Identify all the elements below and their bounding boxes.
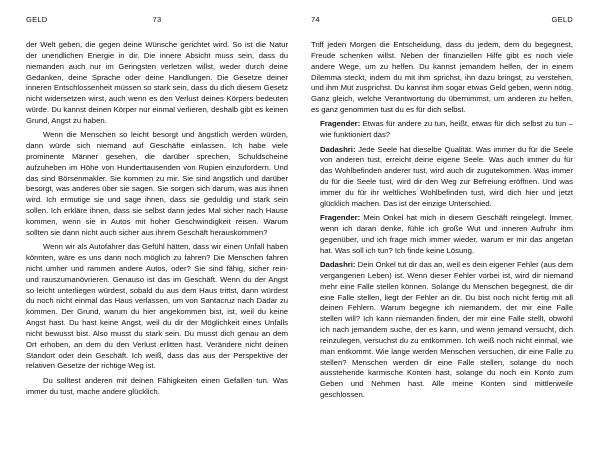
paragraph: Wenn die Menschen so leicht besorgt und ängstlich werden würden, dann würde sich niemand auf Geschäfte einlassen. Ich habe viele prominente Männer gesehen, die darüber sprechen, Schuldscheine aufzuheben im Höhe von Hunderttausenden von Rupien einzufordern. Und das sind Börsenmakler. Sie kommen zu mir. Sie sind ängstlich und darüber besorgt, was anderes über sie sagen. Sie sorgen sich darum, was aus ihnen wird. Ich ermutige sie und sage ihnen, dass sie geduldig und stark sein sollen. Ich erkläre ihnen, dass sie selbst dann jedes Mal sicher nach Hause kommen, wenn sie in Autos mit hoher Geschwindigkeit reisen. Warum sollten sie dann nicht auch sicher aus ihrem Geschäft herauskommen? [26, 130, 288, 237]
dialogue-entry [311, 119, 573, 141]
dialogue-text: Etwas für andere zu tun, heißt, etwas für dich selbst zu tun – wie funktioniert das? [320, 119, 574, 140]
left-page-body [26, 40, 288, 401]
dialogue-entry [311, 213, 573, 256]
paragraph: der Welt geben, die gegen deine Wünsche gerichtet wird. So ist die Natur der unendlichen Energie in dir. Die innere Absicht muss sein, dass du niemanden auch nur im Geringsten verletzen willst, weder durch deine Gedanken, deine Sprache oder deine Handlungen. Die Gesetze deiner inneren Entschlossenheit müssen so stark sein, dass du dich diesem Gesetz nicht widersetzen wirst, auch wenn es den Verlust deines Körpers bedeuten würde. Du kannst deinen Körper nur einmal verlieren, deshalb gibt es keinen Grund, Angst zu haben. [26, 40, 288, 125]
paragraph: Triff jeden Morgen die Entscheidung, dass du jedem, dem du begegnest, Freude schenken willst. Neben der finanziellen Hilfe gibt es noch viele andere Wege, um zu helfen. Du kannst jemandem helfen, der in einem Dilemma steckt, indem du mit ihm sprichst, ihn dazu bringst, zu verstehen, und ihm Mut zusprichst. Du kannst ihm sogar etwas Geld geben, wenn nötig. Ganz gleich, welche Verantwortung du übernimmst, um anderen zu helfen, es ganz genommen tust du es für dich selbst. [311, 40, 573, 115]
page-number: 74 [311, 15, 320, 24]
right-page [311, 0, 573, 465]
running-title: GELD [551, 15, 573, 24]
dialogue-text: Jede Seele hat dieselbe Qualität. Was immer du für die Seele von anderen tust, erreicht deine eigene Seele. Was auch immer du für das Wohlbefinden anderer tust, wird auch dir zugutekommen. Was immer du für die Seele tust, wird dir den Weg zur Befreiung eröffnen. Und was immer du für ihr weltliches Wohlbefinden tust, wird dich hier und jetzt glücklich machen. Das ist der einzige Unterschied. [320, 144, 573, 208]
right-page-header [311, 15, 573, 27]
paragraph: Wenn wir als Autofahrer das Gefühl hätten, dass wir einen Unfall haben könnten, wäre es uns dann noch möglich zu fahren? Die Menschen fahren nicht umher und rammen andere Autos, oder? Sie sind fähig, sicher rein- und rauszumanövrieren. Genauso ist das im Geschäft. Wenn du der Angst so leicht unterliegen würdest, sobald du aus dem Haus trittst, dann würdest du noch nicht einmal das Haus verlassen, um von Santacruz nach Dadar zu kommen. Der Grund, warum du hier angekommen bist, ist, weil du keine Angst hast. Du hast keine Angst, weil du dir der Möglichkeit eines Unfalls nicht bewusst bist. Also musst du stark sein. Du musst dich genau an dem Ort erhoben, an dem du den Verlust erlitten hast. Verändere nicht deinen Standort oder dein Geschäft. Ich weiß, dass das aus der Perspektive der relativen Gesetze der richtige Weg ist. [26, 242, 288, 371]
right-page-body [311, 40, 573, 405]
speaker-label: Fragender: [320, 213, 361, 223]
paragraph: Du solltest anderen mit deinen Fähigkeiten einen Gefallen tun. Was immer du tust, mache andere glücklich. [26, 375, 288, 396]
dialogue-entry [311, 145, 573, 210]
running-title: GELD [26, 15, 48, 24]
dialogue-text: Dein Onkel tut dir das an, weil es dein eigener Fehler (aus dem vergangenen Leben) ist. Wenn dieser Fehler vorbei ist, wird dir niemand mehr eine Falle stellen können. Solange du Menschen begegnest, die dir eine Falle stellen, liegt der Fehler an dir. Du bist noch nicht fertig mit all deinen Fehlern. Warum begegne ich niemandem, der mir eine Falle stellen will? Ich kann niemanden finden, der mir eine Falle stellt, obwohl ich nach jemandem suche, der es kann, und wenn jemand versucht, dich reinzulegen, versuchst du zu entkommen. Ich weiß noch nicht einmal, wie man entkommt. Wie lange werden Menschen versuchen, dir eine Falle zu stellen? Menschen werden dir eine Falle stellen, solange du noch ausstehende karmische Konten hast, solange du noch ein Konto zum Geben und Nehmen hast. Alle meine Konten sind mittlerweile geschlossen. [320, 260, 573, 400]
page-number: 73 [152, 15, 162, 24]
speaker-label: Dadashri: [320, 260, 356, 270]
speaker-label: Fragender: [320, 119, 361, 129]
dialogue-text: Mein Onkel hat mich in diesem Geschäft reingelegt. Immer, wenn ich daran denke, fühle ich große Wut und inneren Aufruhr ihm gegenüber, und ich frage mich immer wieder, warum er mir das angetan hat. Was soll ich tun? Ich finde keine Lösung. [320, 213, 573, 255]
speaker-label: Dadashri: [320, 144, 356, 154]
left-page-header [26, 15, 288, 27]
dialogue-entry [311, 260, 573, 401]
left-page [26, 0, 288, 465]
